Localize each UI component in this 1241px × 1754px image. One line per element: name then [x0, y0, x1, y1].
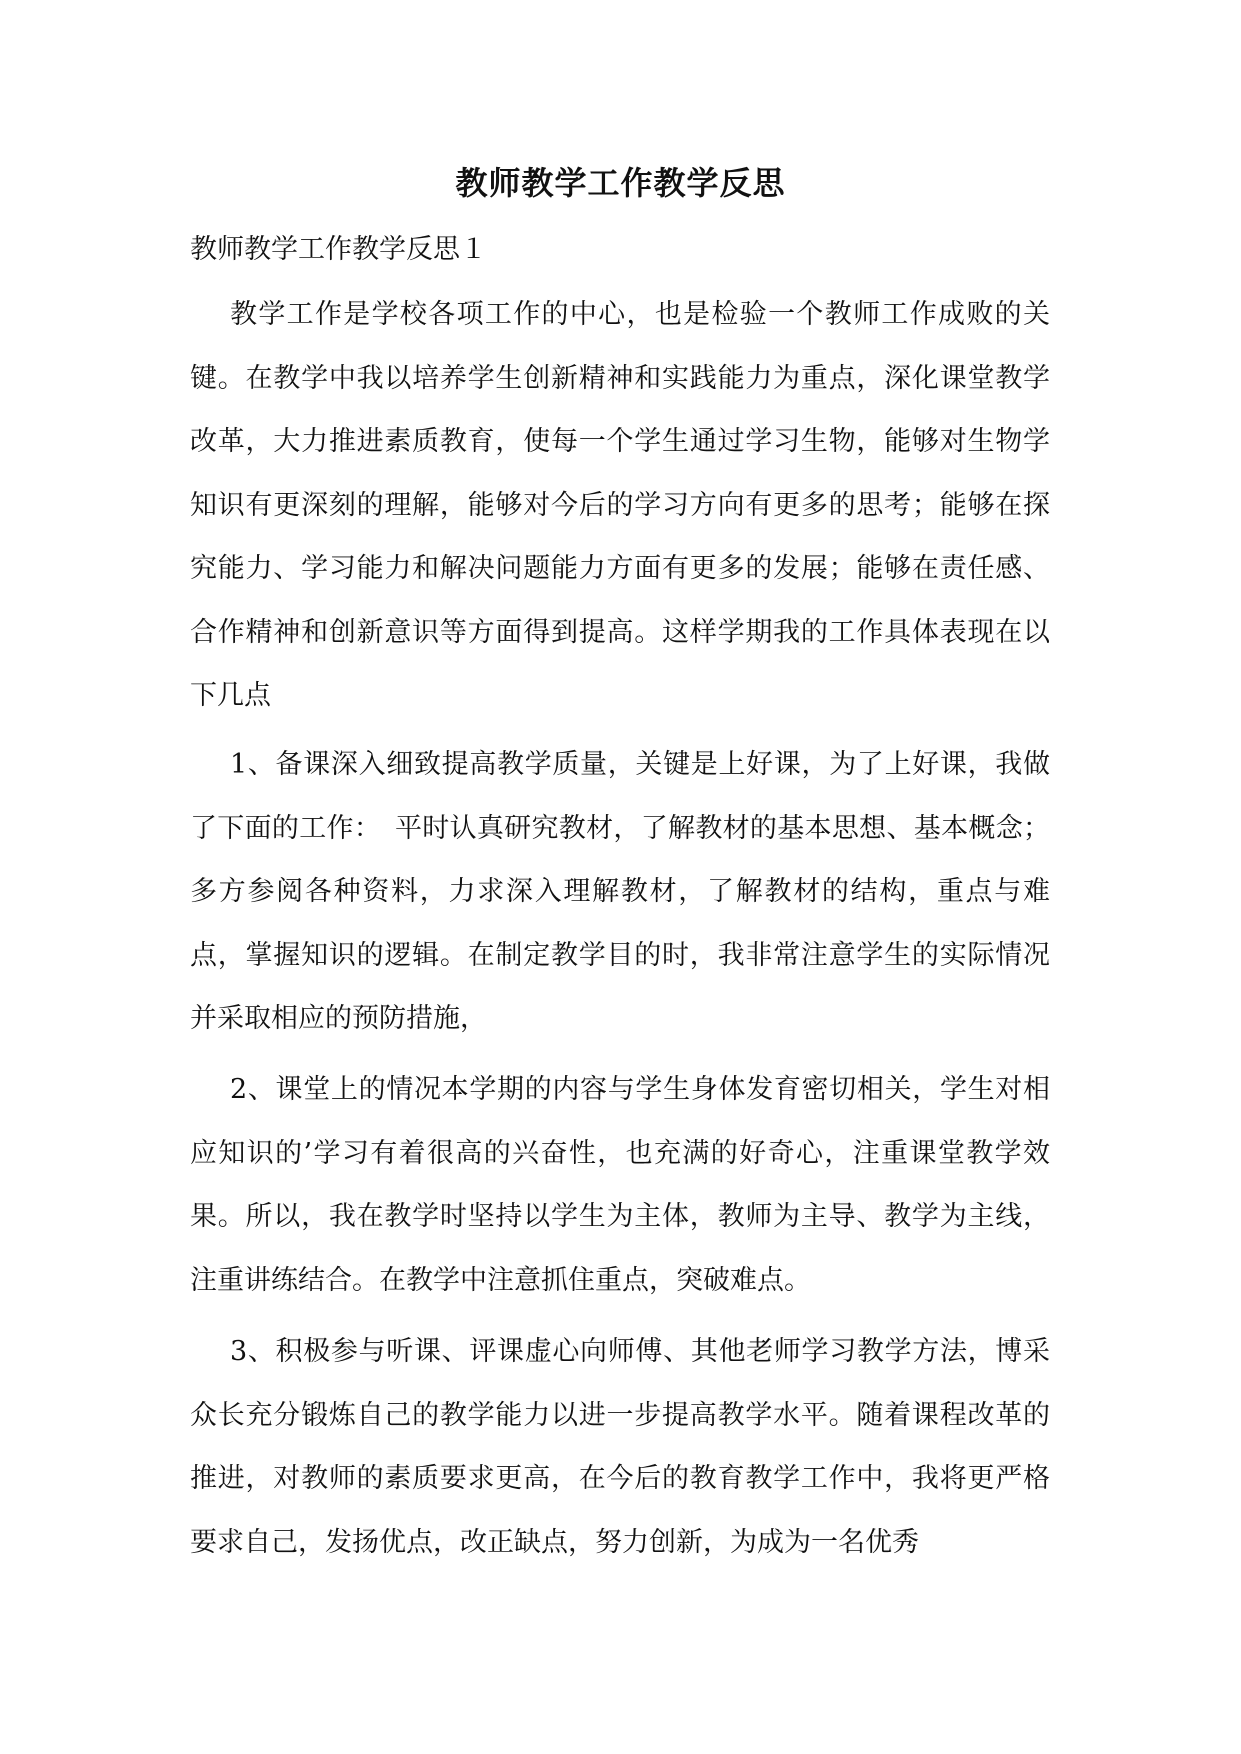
paragraph-point-3: 3、积极参与听课、评课虚心向师傅、其他老师学习教学方法，博采众长充分锻炼自己的教学能力以进一步提高教学水平。随着课程改革的推进，对教师的素质要求更高，在今后的教育教学工作中，我将更严格要求自己，发扬优点，改正缺点，努力创新，为成为一名优秀 — [190, 1336, 1050, 1558]
paragraph-intro: 教学工作是学校各项工作的中心，也是检验一个教师工作成败的关键。在教学中我以培养学生创新精神和实践能力为重点，深化课堂教学改革，大力推进素质教育，使每一个学生通过学习生物，能够对生物学知识有更深刻的理解，能够对今后的学习方向有更多的思考；能够在探究能力、学习能力和解决问题能力方面有更多的发展；能够在责任感、合作精神和创新意识等方面得到提高。这样学期我的工作具体表现在以下几点 — [190, 299, 1050, 711]
section-heading: 教师教学工作教学反思１ — [190, 234, 487, 265]
paragraph-point-1: 1、备课深入细致提高教学质量，关键是上好课，为了上好课，我做了下面的工作： 平时认真研究教材，了解教材的基本思想、基本概念；多方参阅各种资料，力求深入理解教材，了解教材的结构，重点与难点，掌握知识的逻辑。在制定教学目的时，我非常注意学生的实际情况并采取相应的预防措施， — [190, 749, 1050, 1034]
document-title: 教师教学工作教学反思 — [455, 164, 786, 202]
paragraph-point-2: 2、课堂上的情况本学期的内容与学生身体发育密切相关，学生对相应知识的’学习有着很高的兴奋性，也充满的好奇心，注重课堂教学效果。所以，我在教学时坚持以学生为主体，教师为主导、教学为主线，注重讲练结合。在教学中注意抓住重点，突破难点。 — [190, 1074, 1050, 1296]
